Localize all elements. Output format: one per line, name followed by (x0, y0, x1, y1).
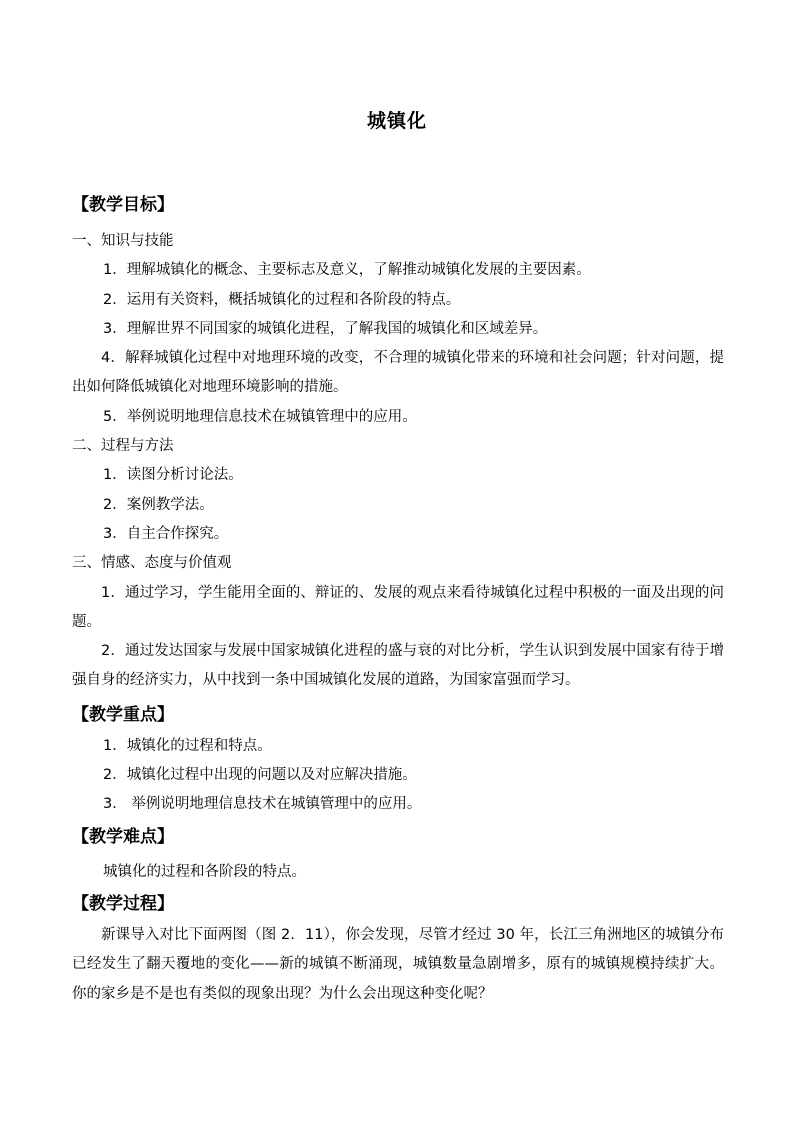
page-title: 城镇化 (366, 110, 427, 132)
knowledge-item: 4．解释城镇化过程中对地理环境的改变，不合理的城镇化带来的环境和社会问题；针对问题，提出如何降低城镇化对地理环境影响的措施。 (72, 350, 724, 396)
emotion-item: 2．通过发达国家与发展中国家城镇化进程的盛与衰的对比分析，学生认识到发展中国家有待于增强自身的经济实力，从中找到一条中国城镇化发展的道路，为国家富强而学习。 (72, 643, 724, 689)
key-point-item: 3． 举例说明地理信息技术在城镇管理中的应用。 (103, 796, 422, 813)
objectives-heading: 【教学目标】 (72, 195, 174, 215)
knowledge-item: 1．理解城镇化的概念、主要标志及意义，了解推动城镇化发展的主要因素。 (103, 262, 591, 279)
difficulties-text: 城镇化的过程和各阶段的特点。 (103, 863, 306, 880)
process-item: 2．案例教学法。 (103, 496, 214, 513)
process-item: 1．读图分析讨论法。 (103, 467, 243, 484)
knowledge-item: 2．运用有关资料，概括城镇化的过程和各阶段的特点。 (103, 291, 461, 308)
process-item: 3．自主合作探究。 (103, 525, 229, 542)
process-section-label: 二、过程与方法 (72, 438, 174, 455)
document-body (72, 190, 724, 1009)
knowledge-item: 5．举例说明地理信息技术在城镇管理中的应用。 (103, 408, 417, 425)
key-point-item: 2．城镇化过程中出现的问题以及对应解决措施。 (103, 767, 417, 784)
teaching-process-heading: 【教学过程】 (72, 893, 174, 914)
knowledge-item: 3．理解世界不同国家的城镇化进程，了解我国的城镇化和区域差异。 (103, 320, 548, 337)
difficulties-heading: 【教学难点】 (72, 826, 174, 847)
teaching-process-text: 新课导入对比下面两图（图 2．11），你会发现，尽管才经过 30 年，长江三角洲地区的城镇分布已经发生了翻天覆地的变化——新的城镇不断涌现，城镇数量急剧增多，原有的城镇规模持续扩大。你的家乡是不是也有类似的现象出现？为什么会出现这种变化呢？ (72, 926, 724, 1002)
key-points-heading: 【教学重点】 (72, 704, 174, 725)
emotion-section-label: 三、情感、态度与价值观 (72, 555, 232, 572)
knowledge-section-label: 一、知识与技能 (72, 233, 174, 249)
key-point-item: 1．城镇化的过程和特点。 (103, 737, 272, 754)
emotion-item: 1．通过学习，学生能用全面的、辩证的、发展的观点来看待城镇化过程中积极的一面及出现的问题。 (72, 584, 724, 630)
